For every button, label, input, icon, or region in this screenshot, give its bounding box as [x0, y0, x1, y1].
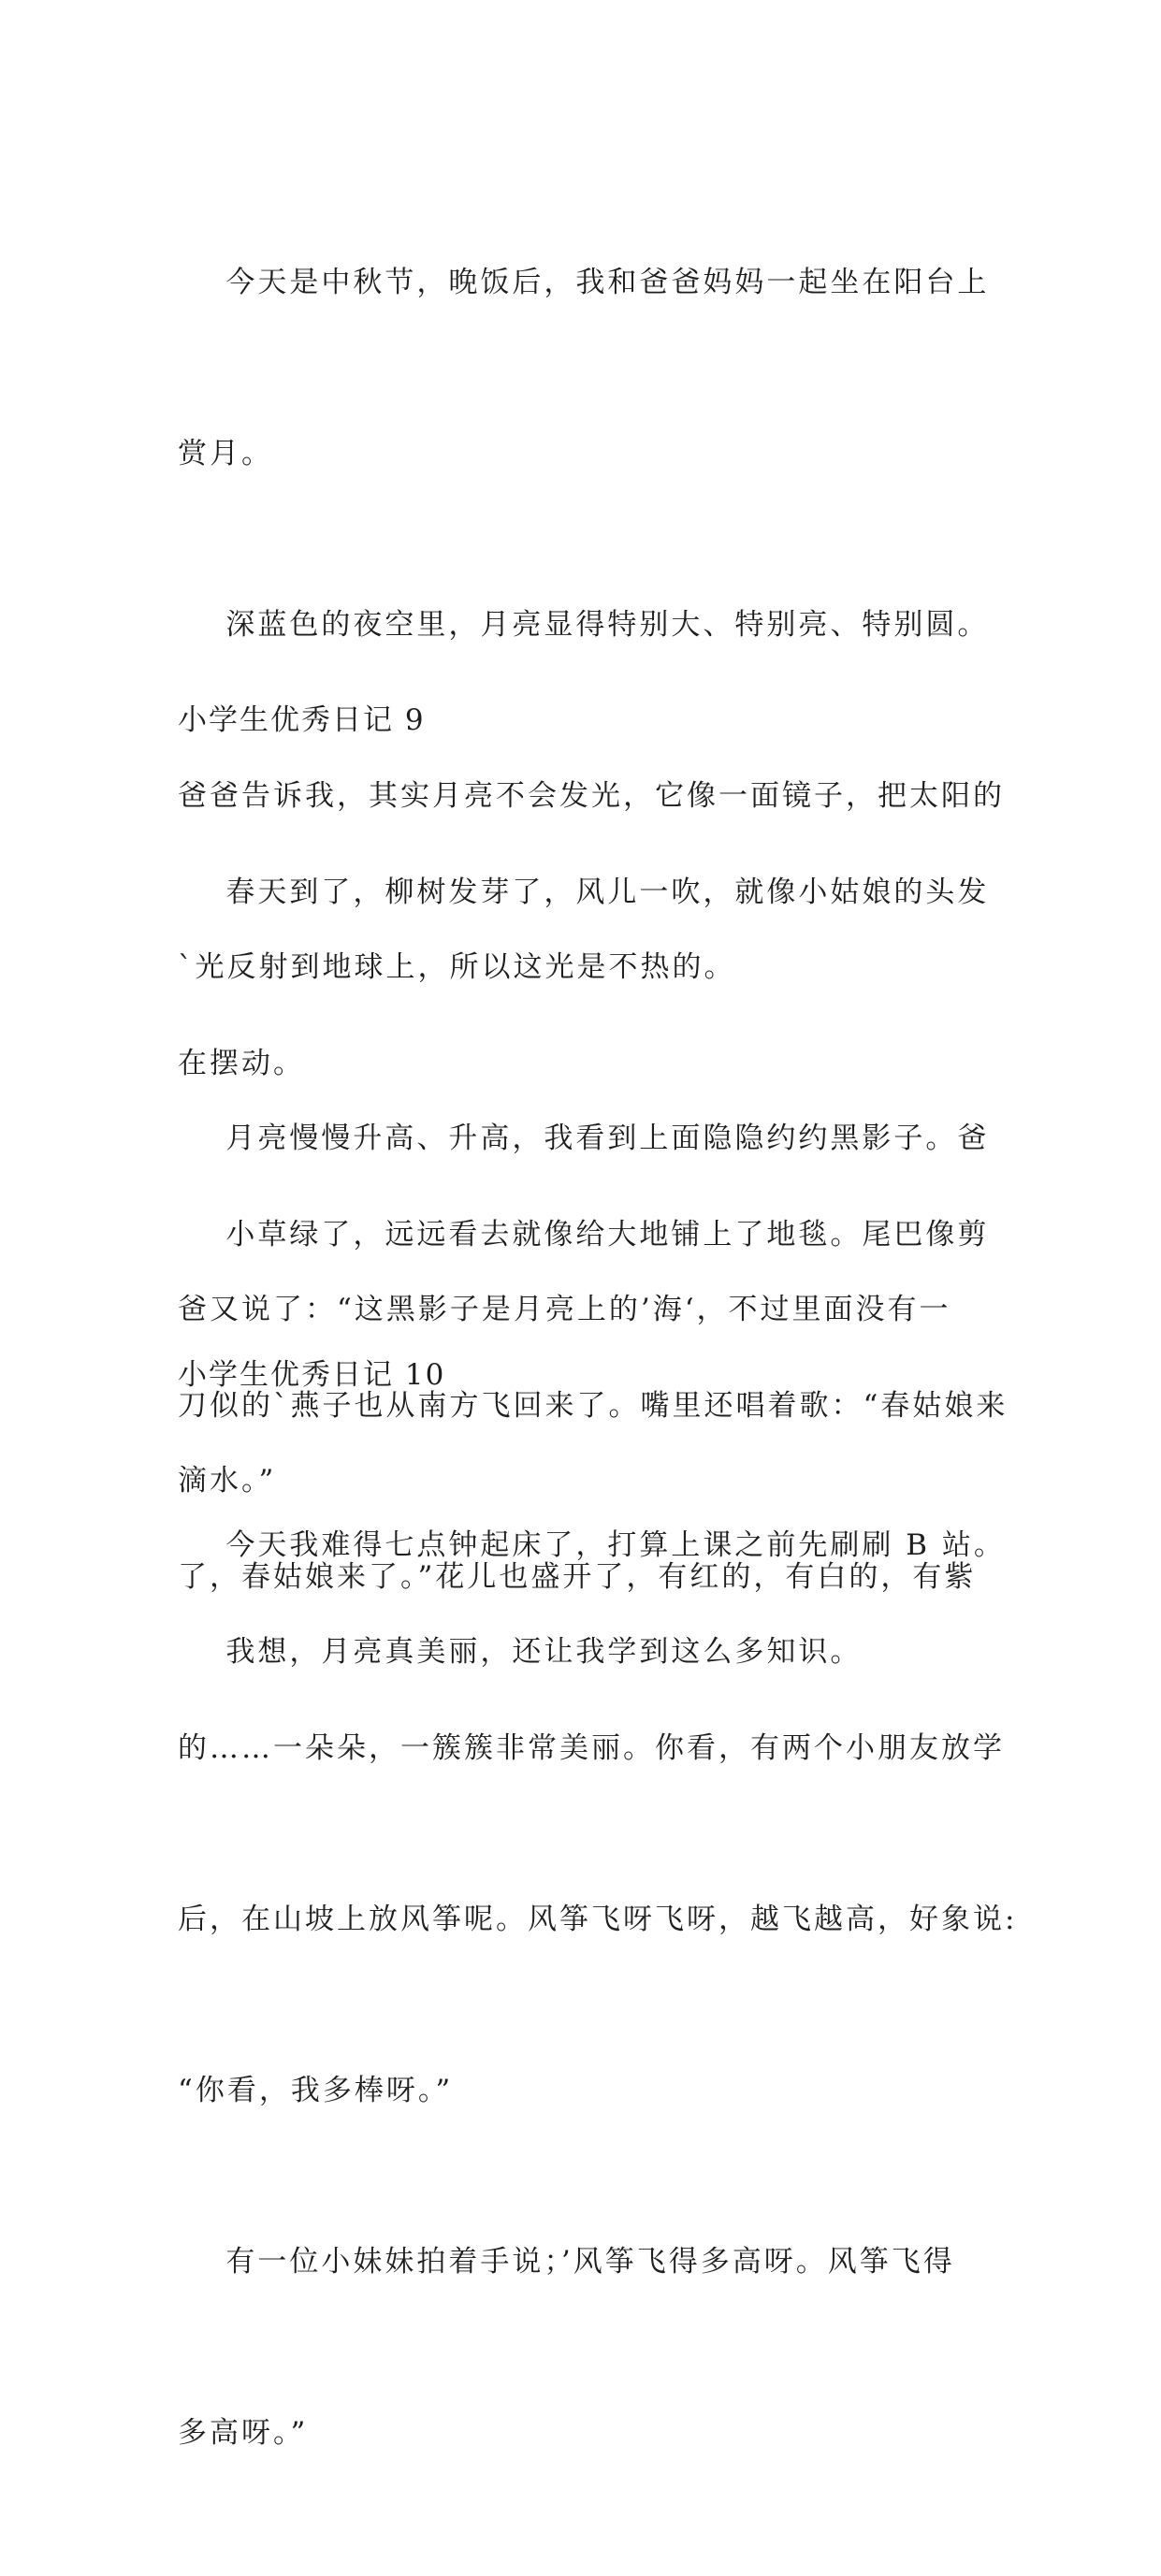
- paragraph-line: 多高呀。”: [178, 2416, 309, 2450]
- paragraph-line: 深蓝色的夜空里，月亮显得特别大、特别亮、特别圆。: [178, 608, 990, 642]
- paragraph-line: 小草绿了，远远看去就像给大地铺上了地毯。尾巴像剪: [178, 1218, 990, 1252]
- paragraph-line: 刀似的`燕子也从南方飞回来了。嘴里还唱着歌：“春姑娘来: [178, 1389, 1009, 1423]
- paragraph-line: 后，在山坡上放风筝呢。风筝飞呀飞呀，越飞越高，好象说:: [178, 1903, 1018, 1936]
- paragraph-line: 爸又说了：“这黑影子是月亮上的’海‘，不过里面没有一: [178, 1293, 951, 1326]
- diary-10-body: [178, 1403, 1010, 1688]
- paragraph-line: 今天我难得七点钟起床了，打算上课之前先刷刷 B 站。: [178, 1528, 1006, 1562]
- paragraph-line: 在摆动。: [178, 1047, 305, 1080]
- diary-10-title: 小学生优秀日记 10: [178, 1358, 446, 1392]
- paragraph-line: 滴水。”: [178, 1464, 277, 1498]
- paragraph-line: 我想，月亮真美丽，还让我学到这么多知识。: [178, 1635, 863, 1669]
- diary-9-title: 小学生优秀日记 9: [178, 703, 426, 737]
- paragraph-line: `光反射到地球上，所以这光是不热的。: [178, 950, 736, 984]
- paragraph-line: 爸爸告诉我，其实月亮不会发光，它像一面镜子，把太阳的: [178, 779, 1005, 813]
- paragraph-line: 月亮慢慢升高、升高，我看到上面隐隐约约黑影子。爸: [178, 1122, 990, 1155]
- paragraph-line: “你看，我多棒呀。”: [178, 2074, 454, 2107]
- paragraph-line: 了，春姑娘来了。”花儿也盛开了，有红的，有白的，有紫: [178, 1560, 977, 1594]
- paragraph-line: 赏月。: [178, 437, 273, 470]
- paragraph-line: 今天是中秋节，晚饭后，我和爸爸妈妈一起坐在阳台上: [178, 266, 990, 299]
- paragraph-line: 春天到了，柳树发芽了，风儿一吹，就像小姑娘的头发: [178, 876, 990, 909]
- paragraph-line: 的……一朵朵，一簇簇非常美丽。你看，有两个小朋友放学: [178, 1731, 1005, 1765]
- paragraph-line: 有一位小妹妹拍着手说；’风筝飞得多高呀。风筝飞得: [178, 2245, 955, 2279]
